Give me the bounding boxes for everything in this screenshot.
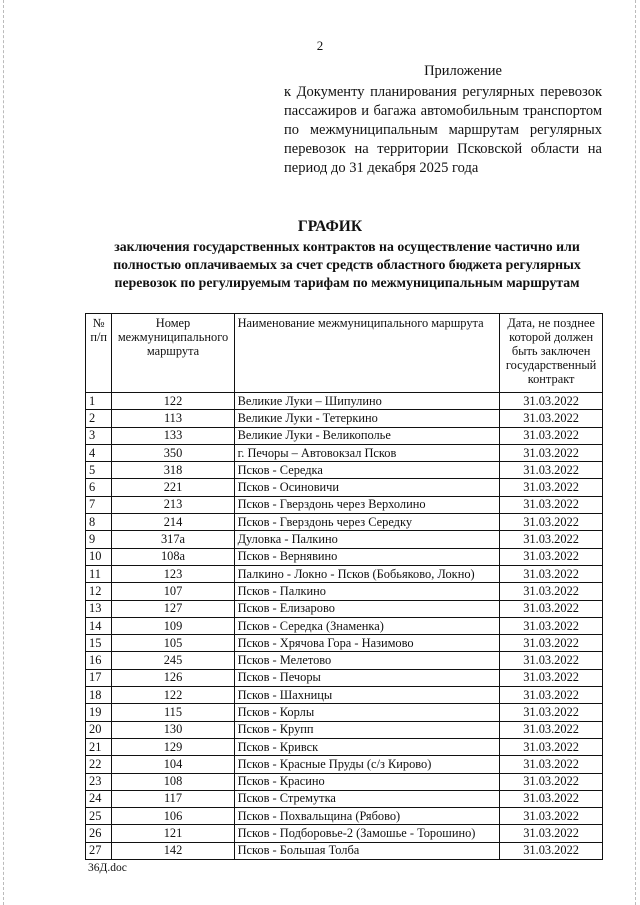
cell-num: 1 xyxy=(86,393,112,410)
cell-num: 26 xyxy=(86,825,112,842)
cell-name: Псков - Кривск xyxy=(234,738,500,755)
cell-name: г. Печоры – Автовокзал Псков xyxy=(234,444,500,461)
table-row xyxy=(86,427,603,444)
cell-route: 113 xyxy=(112,410,234,427)
cell-date: 31.03.2022 xyxy=(500,842,603,859)
cell-name: Псков - Гверздонь через Середку xyxy=(234,514,500,531)
cell-route: 126 xyxy=(112,669,234,686)
cell-name: Псков - Красные Пруды (с/з Кирово) xyxy=(234,756,500,773)
table-row xyxy=(86,393,603,410)
cell-num: 11 xyxy=(86,565,112,582)
cell-route: 317а xyxy=(112,531,234,548)
cell-name: Псков - Середка xyxy=(234,462,500,479)
cell-num: 21 xyxy=(86,738,112,755)
cell-route: 133 xyxy=(112,427,234,444)
cell-date: 31.03.2022 xyxy=(500,669,603,686)
table-row xyxy=(86,444,603,461)
cell-name: Псков - Палкино xyxy=(234,583,500,600)
cell-name: Псков - Гверздонь через Верхолино xyxy=(234,496,500,513)
cell-num: 10 xyxy=(86,548,112,565)
cell-num: 8 xyxy=(86,514,112,531)
cell-date: 31.03.2022 xyxy=(500,514,603,531)
cell-route: 127 xyxy=(112,600,234,617)
cell-name: Дуловка - Палкино xyxy=(234,531,500,548)
cell-name: Псков - Большая Толба xyxy=(234,842,500,859)
table-row xyxy=(86,704,603,721)
cell-route: 105 xyxy=(112,635,234,652)
cell-num: 2 xyxy=(86,410,112,427)
cell-route: 213 xyxy=(112,496,234,513)
table-row xyxy=(86,652,603,669)
cell-route: 106 xyxy=(112,808,234,825)
cell-date: 31.03.2022 xyxy=(500,738,603,755)
cell-num: 12 xyxy=(86,583,112,600)
cell-num: 4 xyxy=(86,444,112,461)
cell-num: 23 xyxy=(86,773,112,790)
cell-num: 19 xyxy=(86,704,112,721)
cell-name: Псков - Стремутка xyxy=(234,790,500,807)
cell-route: 104 xyxy=(112,756,234,773)
cell-date: 31.03.2022 xyxy=(500,393,603,410)
cell-name: Великие Луки – Шипулино xyxy=(234,393,500,410)
cell-num: 24 xyxy=(86,790,112,807)
table-row xyxy=(86,600,603,617)
cell-date: 31.03.2022 xyxy=(500,652,603,669)
cell-name: Псков - Корлы xyxy=(234,704,500,721)
table-row xyxy=(86,410,603,427)
table-row xyxy=(86,462,603,479)
document-subtitle: заключения государственных контрактов на осуществление частично или полностью оплачиваемых за счет средств областного бюджета регулярных перевозок по регулируемым тарифам по межмуниципальным маршрутам xyxy=(113,239,581,290)
cell-name: Палкино - Локно - Псков (Бобьяково, Локно) xyxy=(234,565,500,582)
cell-date: 31.03.2022 xyxy=(500,773,603,790)
cell-route: 142 xyxy=(112,842,234,859)
table-row xyxy=(86,773,603,790)
cell-route: 115 xyxy=(112,704,234,721)
cell-num: 20 xyxy=(86,721,112,738)
cell-date: 31.03.2022 xyxy=(500,704,603,721)
appendix-block xyxy=(284,62,602,178)
cell-num: 6 xyxy=(86,479,112,496)
table-body xyxy=(86,393,603,860)
cell-route: 130 xyxy=(112,721,234,738)
cell-num: 5 xyxy=(86,462,112,479)
table-row xyxy=(86,790,603,807)
cell-num: 3 xyxy=(86,427,112,444)
cell-route: 109 xyxy=(112,617,234,634)
cell-route: 123 xyxy=(112,565,234,582)
table-row xyxy=(86,635,603,652)
cell-name: Псков - Красино xyxy=(234,773,500,790)
table-row xyxy=(86,479,603,496)
cell-date: 31.03.2022 xyxy=(500,721,603,738)
cell-route: 214 xyxy=(112,514,234,531)
cell-date: 31.03.2022 xyxy=(500,583,603,600)
header-num: № п/п xyxy=(86,314,112,393)
cell-route: 108а xyxy=(112,548,234,565)
cell-num: 27 xyxy=(86,842,112,859)
cell-num: 17 xyxy=(86,669,112,686)
cell-route: 117 xyxy=(112,790,234,807)
cell-date: 31.03.2022 xyxy=(500,600,603,617)
appendix-heading: Приложение xyxy=(424,63,502,79)
table-row xyxy=(86,721,603,738)
cell-name: Псков - Елизарово xyxy=(234,600,500,617)
cell-name: Великие Луки - Великополье xyxy=(234,427,500,444)
header-route: Номер межмуниципального маршрута xyxy=(112,314,234,393)
cell-route: 121 xyxy=(112,825,234,842)
table-row xyxy=(86,808,603,825)
cell-date: 31.03.2022 xyxy=(500,808,603,825)
cell-date: 31.03.2022 xyxy=(500,427,603,444)
cell-route: 108 xyxy=(112,773,234,790)
document-title: ГРАФИК xyxy=(297,218,363,235)
table-row xyxy=(86,496,603,513)
cell-route: 245 xyxy=(112,652,234,669)
cell-date: 31.03.2022 xyxy=(500,825,603,842)
cell-name: Псков - Шахницы xyxy=(234,687,500,704)
cell-route: 122 xyxy=(112,393,234,410)
table-row xyxy=(86,825,603,842)
cell-route: 129 xyxy=(112,738,234,755)
cell-date: 31.03.2022 xyxy=(500,444,603,461)
cell-num: 25 xyxy=(86,808,112,825)
cell-route: 107 xyxy=(112,583,234,600)
cell-date: 31.03.2022 xyxy=(500,756,603,773)
cell-date: 31.03.2022 xyxy=(500,479,603,496)
table-row xyxy=(86,842,603,859)
cell-num: 22 xyxy=(86,756,112,773)
page-number: 2 xyxy=(316,38,324,53)
cell-name: Псков - Крупп xyxy=(234,721,500,738)
cell-name: Псков - Похвальщина (Рябово) xyxy=(234,808,500,825)
cell-route: 122 xyxy=(112,687,234,704)
cell-num: 14 xyxy=(86,617,112,634)
cell-route: 221 xyxy=(112,479,234,496)
cell-num: 16 xyxy=(86,652,112,669)
cell-name: Псков - Подборовье-2 (Замошье - Торошино) xyxy=(234,825,500,842)
cell-num: 7 xyxy=(86,496,112,513)
cell-date: 31.03.2022 xyxy=(500,548,603,565)
cell-name: Псков - Середка (Знаменка) xyxy=(234,617,500,634)
cell-name: Псков - Осиновичи xyxy=(234,479,500,496)
cell-date: 31.03.2022 xyxy=(500,410,603,427)
table-row xyxy=(86,531,603,548)
cell-name: Псков - Мелетово xyxy=(234,652,500,669)
cell-name: Псков - Печоры xyxy=(234,669,500,686)
cell-date: 31.03.2022 xyxy=(500,496,603,513)
cell-date: 31.03.2022 xyxy=(500,790,603,807)
cell-num: 15 xyxy=(86,635,112,652)
file-name-footer: 36Д.doc xyxy=(88,862,127,874)
cell-num: 13 xyxy=(86,600,112,617)
table-row xyxy=(86,565,603,582)
table-row xyxy=(86,583,603,600)
cell-route: 318 xyxy=(112,462,234,479)
cell-date: 31.03.2022 xyxy=(500,565,603,582)
cell-date: 31.03.2022 xyxy=(500,635,603,652)
header-date: Дата, не позднее которой должен быть заключен государственный контракт xyxy=(500,314,603,393)
cell-date: 31.03.2022 xyxy=(500,462,603,479)
cell-date: 31.03.2022 xyxy=(500,687,603,704)
scan-edge-right xyxy=(635,0,637,905)
header-name: Наименование межмуниципального маршрута xyxy=(234,314,500,393)
table-header-row xyxy=(86,314,603,393)
table-row xyxy=(86,738,603,755)
scan-edge-left xyxy=(3,0,5,905)
cell-num: 9 xyxy=(86,531,112,548)
cell-name: Великие Луки - Тетеркино xyxy=(234,410,500,427)
table-row xyxy=(86,514,603,531)
cell-date: 31.03.2022 xyxy=(500,531,603,548)
cell-route: 350 xyxy=(112,444,234,461)
table-row xyxy=(86,669,603,686)
table-row xyxy=(86,756,603,773)
cell-name: Псков - Хрячова Гора - Назимово xyxy=(234,635,500,652)
contracts-schedule-table xyxy=(85,313,603,860)
cell-num: 18 xyxy=(86,687,112,704)
cell-name: Псков - Вернявино xyxy=(234,548,500,565)
table-row xyxy=(86,617,603,634)
table-row xyxy=(86,548,603,565)
cell-date: 31.03.2022 xyxy=(500,617,603,634)
table-row xyxy=(86,687,603,704)
appendix-text: к Документу планирования регулярных перевозок пассажиров и багажа автомобильным транспортом по межмуниципальным маршрутам регулярных перевозок на территории Псковской области на период до 31 декабря 2025 года xyxy=(284,84,602,176)
